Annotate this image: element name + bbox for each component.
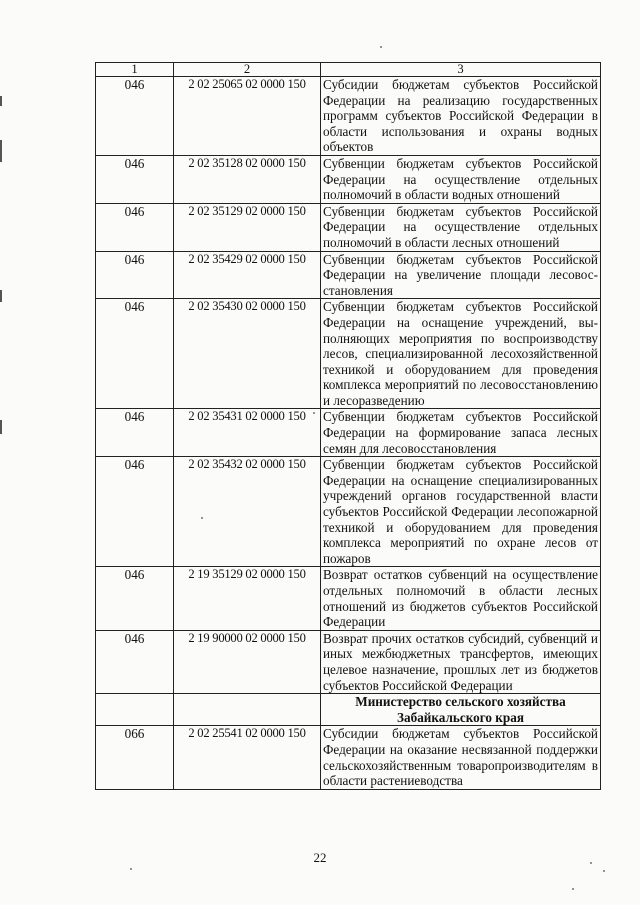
budget-classification-code-cell: 2 02 35429 02 0000 150	[174, 251, 321, 299]
column-header-3: 3	[321, 63, 601, 77]
income-description-cell: Субвенции бюджетам субъектов Российской Федерации на осуществление отдельных полномочий в области лесных отношений	[321, 203, 601, 251]
income-description-cell: Субвенции бюджетам субъектов Российской Федерации на оснащение специализированных учреждений органов государственной власти субъектов Российской Федерации лесопожарной техникой и оборудованием для проведения комплекса мероприятий по охране лесов от пожаров	[321, 457, 601, 567]
income-description-cell: Субсидии бюджетам субъектов Российской Федерации на оказание несвязанной поддержки сельскохозяйственным товаропроизводителям в области растениеводства	[321, 726, 601, 789]
admin-code-cell: 046	[96, 203, 174, 251]
scan-mark	[0, 96, 2, 106]
scan-speck	[380, 46, 382, 48]
income-description-cell: Субвенции бюджетам субъектов Российской Федерации на оснащение учреждений, выполняющих мероприятия по воспроизводству лесов, специализированной лесохозяйственной техникой и оборудованием для проведения комплекса мероприятий по лесовосстановлению и лесоразведению	[321, 299, 601, 409]
budget-classification-code-cell: 2 02 35129 02 0000 150	[174, 203, 321, 251]
scan-mark	[0, 140, 2, 162]
budget-classification-code-cell: 2 02 35128 02 0000 150	[174, 155, 321, 203]
table-row	[96, 251, 601, 299]
scan-speck	[603, 870, 605, 872]
table-row	[96, 457, 601, 567]
admin-code-cell: 046	[96, 409, 174, 457]
budget-classification-code-cell: 2 02 35430 02 0000 150	[174, 299, 321, 409]
table-row	[96, 299, 601, 409]
scan-mark	[0, 420, 2, 434]
column-header-2: 2	[174, 63, 321, 77]
table-row	[96, 726, 601, 789]
admin-code-cell: 046	[96, 630, 174, 693]
budget-classification-code-cell: 2 02 35432 02 0000 150	[174, 457, 321, 567]
income-description-cell: Субсидии бюджетам субъектов Российской Федерации на реализацию государственных программ субъектов Российской Федерации в области использования и охраны водных объектов	[321, 77, 601, 156]
admin-code-cell: 046	[96, 299, 174, 409]
budget-classification-code-cell: 2 02 25541 02 0000 150	[174, 726, 321, 789]
admin-code-cell: 046	[96, 567, 174, 630]
table-row	[96, 409, 601, 457]
income-description-cell: Возврат остатков субвенций на осуществление отдельных полномочий в области лесных отношений из бюджетов субъектов Российской Федерации	[321, 567, 601, 630]
admin-code-cell: 046	[96, 77, 174, 156]
page-number: 22	[313, 850, 327, 865]
scan-mark	[0, 290, 2, 302]
budget-classification-code-cell: 2 02 35431 02 0000 150	[174, 409, 321, 457]
income-description-cell: Субвенции бюджетам субъектов Российской Федерации на формирование запаса лесных семян для лесовосстановления	[321, 409, 601, 457]
admin-code-cell: 046	[96, 155, 174, 203]
column-header-1: 1	[96, 63, 174, 77]
table-row	[96, 155, 601, 203]
empty-cell	[96, 694, 174, 726]
budget-classification-code-cell: 2 02 25065 02 0000 150	[174, 77, 321, 156]
ministry-section-title: Министерство сельского хозяйства Забайкальского края	[321, 694, 601, 726]
section-header-row	[96, 694, 601, 726]
budget-classification-code-cell: 2 19 35129 02 0000 150	[174, 567, 321, 630]
admin-code-cell: 046	[96, 251, 174, 299]
budget-classification-code-cell: 2 19 90000 02 0000 150	[174, 630, 321, 693]
income-description-cell: Субвенции бюджетам субъектов Российской Федерации на увеличение площади лесовосстановления	[321, 251, 601, 299]
table-header-row	[96, 63, 601, 77]
scan-speck	[130, 868, 132, 870]
budget-code-table	[95, 62, 601, 790]
admin-code-cell: 046	[96, 457, 174, 567]
income-description-cell: Возврат прочих остатков субсидий, субвенций и иных межбюджетных трансфертов, имеющих целевое назначение, прошлых лет из бюджетов субъектов Российской Федерации	[321, 630, 601, 693]
empty-cell	[174, 694, 321, 726]
table-row	[96, 203, 601, 251]
table-row	[96, 630, 601, 693]
admin-code-cell: 066	[96, 726, 174, 789]
table-row	[96, 567, 601, 630]
table-row	[96, 77, 601, 156]
income-description-cell: Субвенции бюджетам субъектов Российской Федерации на осуществление отдельных полномочий в области водных отношений	[321, 155, 601, 203]
scan-speck	[572, 888, 574, 890]
